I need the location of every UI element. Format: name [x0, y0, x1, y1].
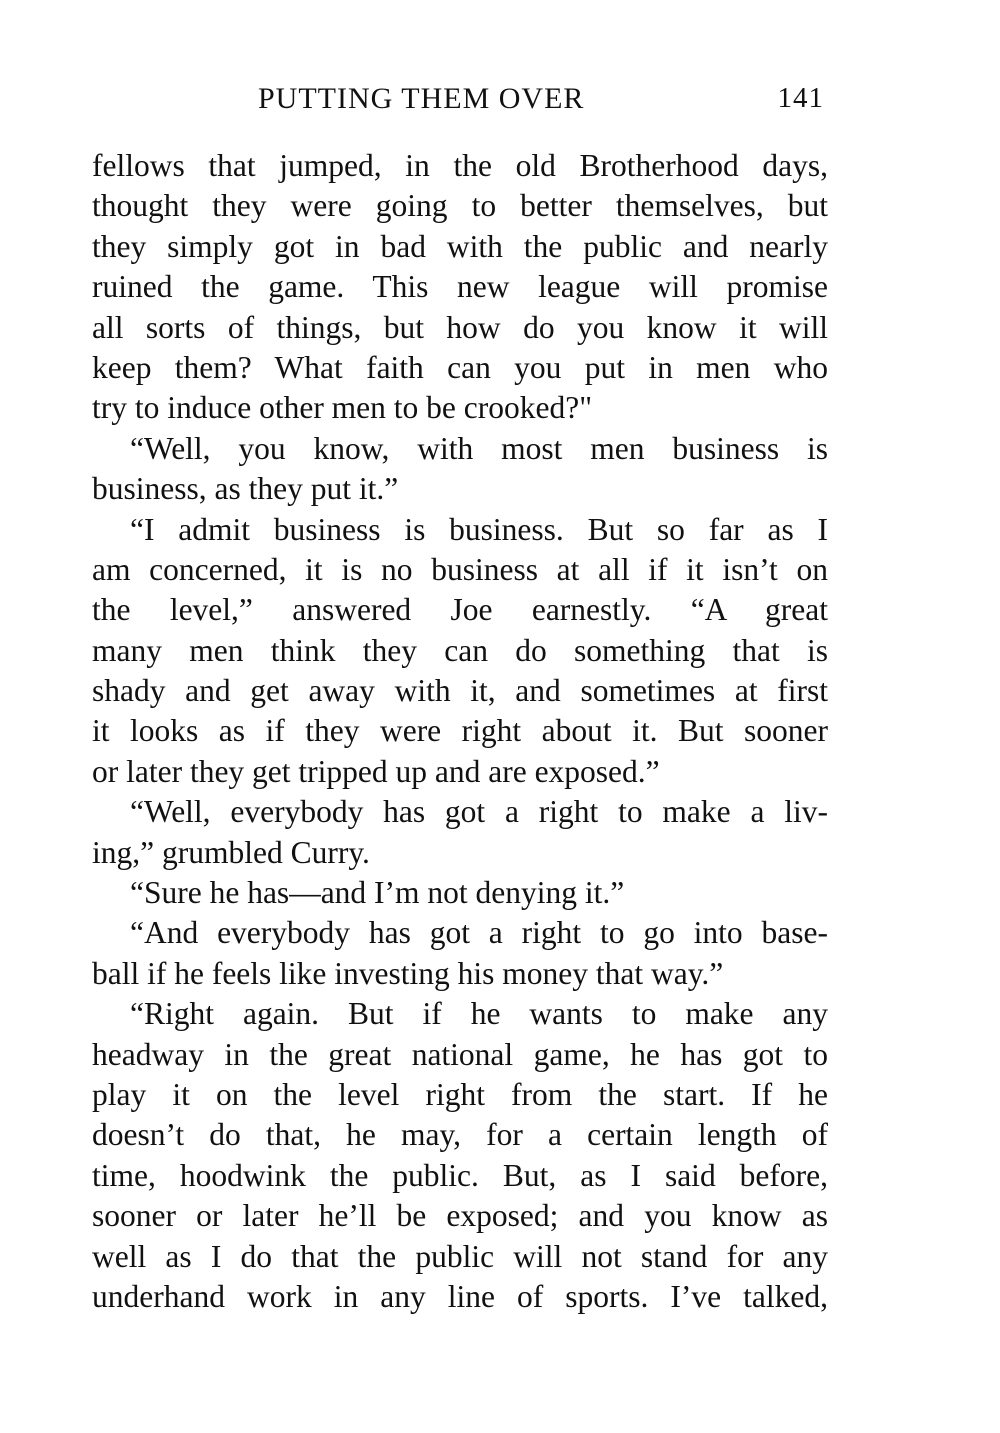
text-line: ball if he feels like investing his money that way.” — [92, 955, 724, 991]
text-line: fellows that jumped, in the old Brotherhood days, — [92, 148, 828, 183]
text-line: they simply got in bad with the public and nearly — [92, 228, 828, 264]
text-line: “And everybody has got a right to go into base- — [130, 915, 828, 951]
text-line: sooner or later he’ll be exposed; and you know as — [92, 1198, 828, 1234]
running-head — [92, 82, 828, 122]
text-line: play it on the level right from the start. If he — [92, 1076, 828, 1112]
body-text — [92, 146, 828, 1317]
text-line: “Sure he has—and I’m not denying it.” — [130, 875, 625, 911]
text-line: “Well, you know, with most men business is — [130, 430, 828, 466]
text-line: business, as they put it.” — [92, 471, 399, 507]
text-line: underhand work in any line of sports. I’ve talked, — [92, 1278, 828, 1314]
text-line: shady and get away with it, and sometimes at first — [92, 673, 828, 709]
text-line: it looks as if they were right about it. But sooner — [92, 713, 828, 749]
text-line: many men think they can do something that is — [92, 632, 828, 668]
text-line: the level,” answered Joe earnestly. “A great — [92, 592, 828, 628]
text-line: keep them? What faith can you put in men who — [92, 349, 828, 385]
running-title: PUTTING THEM OVER — [258, 82, 585, 115]
text-line: thought they were going to better themselves, but — [92, 188, 828, 224]
text-line: time, hoodwink the public. But, as I said before, — [92, 1157, 828, 1193]
text-line: “I admit business is business. But so far as I — [130, 511, 828, 547]
text-line: ruined the game. This new league will promise — [92, 269, 828, 305]
text-line: “Right again. But if he wants to make any — [130, 996, 828, 1032]
text-line: all sorts of things, but how do you know it will — [92, 309, 828, 345]
text-line: am concerned, it is no business at all if it isn’t on — [92, 551, 828, 587]
text-line: doesn’t do that, he may, for a certain length of — [92, 1117, 828, 1153]
text-line: or later they get tripped up and are exposed.” — [92, 753, 660, 789]
text-line: “Well, everybody has got a right to make a liv- — [130, 794, 828, 830]
text-line: ing,” grumbled Curry. — [92, 834, 370, 870]
text-line: well as I do that the public will not stand for any — [92, 1238, 828, 1274]
text-line: headway in the great national game, he has got to — [92, 1036, 828, 1072]
page-number: 141 — [777, 82, 824, 114]
text-line: try to induce other men to be crooked?" — [92, 390, 593, 426]
